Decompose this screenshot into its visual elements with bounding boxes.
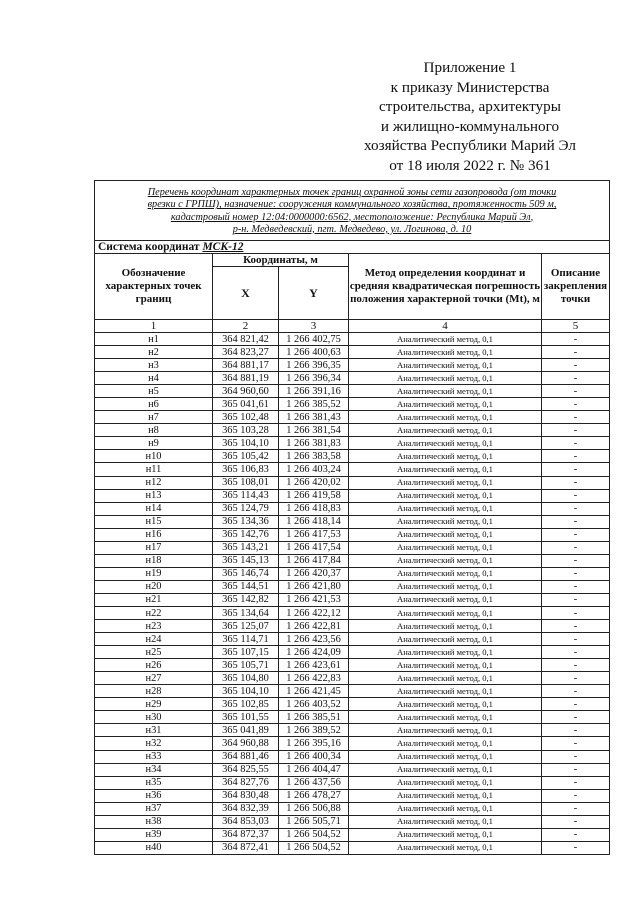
y-cell: 1 266 420,02	[279, 476, 349, 489]
caption-line: кадастровый номер 12:04:0000000:6562, местоположение: Республика Марий Эл,	[170, 211, 534, 223]
x-cell: 364 827,76	[213, 776, 279, 789]
table-row	[95, 633, 610, 646]
point-cell: н19	[95, 567, 213, 580]
header-point: Обозначение характерных точек границ	[95, 254, 213, 320]
table-row	[95, 489, 610, 502]
x-cell: 365 104,10	[213, 437, 279, 450]
appendix-line: строительства, архитектуры	[379, 98, 561, 116]
point-cell: н24	[95, 633, 213, 646]
point-cell: н15	[95, 515, 213, 528]
y-cell: 1 266 437,56	[279, 776, 349, 789]
y-cell: 1 266 422,83	[279, 672, 349, 685]
y-cell: 1 266 504,52	[279, 841, 349, 854]
point-cell: н9	[95, 437, 213, 450]
x-cell: 365 108,01	[213, 476, 279, 489]
x-cell: 365 101,55	[213, 711, 279, 724]
table-row	[95, 411, 610, 424]
y-cell: 1 266 506,88	[279, 802, 349, 815]
table-row	[95, 841, 610, 854]
description-cell: -	[542, 659, 610, 672]
y-cell: 1 266 421,80	[279, 580, 349, 593]
method-cell: Аналитический метод, 0,1	[349, 437, 542, 450]
method-cell: Аналитический метод, 0,1	[349, 789, 542, 802]
method-cell: Аналитический метод, 0,1	[349, 828, 542, 841]
description-cell: -	[542, 489, 610, 502]
description-cell: -	[542, 424, 610, 437]
description-cell: -	[542, 450, 610, 463]
y-cell: 1 266 385,52	[279, 398, 349, 411]
method-cell: Аналитический метод, 0,1	[349, 724, 542, 737]
point-cell: н28	[95, 685, 213, 698]
point-cell: н22	[95, 606, 213, 619]
x-cell: 365 103,28	[213, 424, 279, 437]
method-cell: Аналитический метод, 0,1	[349, 515, 542, 528]
method-cell: Аналитический метод, 0,1	[349, 372, 542, 385]
point-cell: н18	[95, 554, 213, 567]
x-cell: 365 105,42	[213, 450, 279, 463]
point-cell: н3	[95, 359, 213, 372]
table-caption	[95, 181, 610, 241]
point-cell: н27	[95, 672, 213, 685]
coordinate-system-label: Система координат	[98, 241, 200, 253]
description-cell: -	[542, 580, 610, 593]
method-cell: Аналитический метод, 0,1	[349, 567, 542, 580]
description-cell: -	[542, 750, 610, 763]
point-cell: н21	[95, 593, 213, 606]
appendix-line: хозяйства Республики Марий Эл	[364, 137, 576, 155]
table-row	[95, 359, 610, 372]
table-row	[95, 450, 610, 463]
table-row	[95, 567, 610, 580]
y-cell: 1 266 396,35	[279, 359, 349, 372]
x-cell: 365 124,79	[213, 502, 279, 515]
description-cell: -	[542, 333, 610, 346]
description-cell: -	[542, 515, 610, 528]
x-cell: 364 823,27	[213, 346, 279, 359]
description-cell: -	[542, 828, 610, 841]
appendix-line: Приложение 1	[423, 59, 517, 76]
description-cell: -	[542, 646, 610, 659]
table-row	[95, 672, 610, 685]
table-row	[95, 502, 610, 515]
method-cell: Аналитический метод, 0,1	[349, 672, 542, 685]
method-cell: Аналитический метод, 0,1	[349, 476, 542, 489]
description-cell: -	[542, 698, 610, 711]
x-cell: 365 104,10	[213, 685, 279, 698]
description-cell: -	[542, 541, 610, 554]
method-cell: Аналитический метод, 0,1	[349, 541, 542, 554]
method-cell: Аналитический метод, 0,1	[349, 411, 542, 424]
table-row	[95, 711, 610, 724]
y-cell: 1 266 396,34	[279, 372, 349, 385]
description-cell: -	[542, 593, 610, 606]
table-row	[95, 802, 610, 815]
y-cell: 1 266 381,43	[279, 411, 349, 424]
column-number: 4	[349, 320, 542, 333]
y-cell: 1 266 421,45	[279, 685, 349, 698]
x-cell: 364 830,48	[213, 789, 279, 802]
description-cell: -	[542, 502, 610, 515]
caption-line: р-н. Медведевский, пгт. Медведево, ул. Логинова, д. 10	[232, 223, 472, 235]
description-cell: -	[542, 411, 610, 424]
method-cell: Аналитический метод, 0,1	[349, 763, 542, 776]
description-cell: -	[542, 711, 610, 724]
method-cell: Аналитический метод, 0,1	[349, 359, 542, 372]
point-cell: н36	[95, 789, 213, 802]
method-cell: Аналитический метод, 0,1	[349, 463, 542, 476]
method-cell: Аналитический метод, 0,1	[349, 502, 542, 515]
point-cell: н30	[95, 711, 213, 724]
point-cell: н5	[95, 385, 213, 398]
y-cell: 1 266 403,52	[279, 698, 349, 711]
y-cell: 1 266 395,16	[279, 737, 349, 750]
x-cell: 364 960,60	[213, 385, 279, 398]
method-cell: Аналитический метод, 0,1	[349, 633, 542, 646]
x-cell: 365 144,51	[213, 580, 279, 593]
x-cell: 365 104,80	[213, 672, 279, 685]
y-cell: 1 266 419,58	[279, 489, 349, 502]
table-row	[95, 763, 610, 776]
description-cell: -	[542, 802, 610, 815]
caption-line: Перечень координат характерных точек границ охранной зоны сети газопровода (от точки	[147, 187, 557, 199]
description-cell: -	[542, 789, 610, 802]
method-cell: Аналитический метод, 0,1	[349, 685, 542, 698]
x-cell: 365 134,64	[213, 606, 279, 619]
method-cell: Аналитический метод, 0,1	[349, 346, 542, 359]
y-cell: 1 266 400,63	[279, 346, 349, 359]
description-cell: -	[542, 554, 610, 567]
description-cell: -	[542, 385, 610, 398]
point-cell: н12	[95, 476, 213, 489]
appendix-line: и жилищно-коммунального	[380, 117, 560, 135]
table-row	[95, 750, 610, 763]
point-cell: н6	[95, 398, 213, 411]
description-cell: -	[542, 567, 610, 580]
column-number: 1	[95, 320, 213, 333]
y-cell: 1 266 383,58	[279, 450, 349, 463]
method-cell: Аналитический метод, 0,1	[349, 659, 542, 672]
description-cell: -	[542, 672, 610, 685]
method-cell: Аналитический метод, 0,1	[349, 528, 542, 541]
point-cell: н35	[95, 776, 213, 789]
point-cell: н7	[95, 411, 213, 424]
description-cell: -	[542, 633, 610, 646]
table-row	[95, 476, 610, 489]
header-y: Y	[279, 267, 349, 320]
table-row	[95, 515, 610, 528]
table-row	[95, 385, 610, 398]
header-coords: Координаты, м	[213, 254, 349, 267]
x-cell: 365 106,83	[213, 463, 279, 476]
x-cell: 364 832,39	[213, 802, 279, 815]
header-x: X	[213, 267, 279, 320]
x-cell: 365 041,61	[213, 398, 279, 411]
method-cell: Аналитический метод, 0,1	[349, 424, 542, 437]
description-cell: -	[542, 463, 610, 476]
coordinates-table	[94, 180, 610, 855]
point-cell: н32	[95, 737, 213, 750]
y-cell: 1 266 417,53	[279, 528, 349, 541]
y-cell: 1 266 420,37	[279, 567, 349, 580]
y-cell: 1 266 505,71	[279, 815, 349, 828]
x-cell: 365 102,85	[213, 698, 279, 711]
method-cell: Аналитический метод, 0,1	[349, 737, 542, 750]
method-cell: Аналитический метод, 0,1	[349, 398, 542, 411]
description-cell: -	[542, 398, 610, 411]
point-cell: н31	[95, 724, 213, 737]
description-cell: -	[542, 776, 610, 789]
y-cell: 1 266 422,12	[279, 606, 349, 619]
table-row	[95, 437, 610, 450]
description-cell: -	[542, 620, 610, 633]
x-cell: 365 107,15	[213, 646, 279, 659]
table-row	[95, 737, 610, 750]
y-cell: 1 266 417,54	[279, 541, 349, 554]
x-cell: 364 872,37	[213, 828, 279, 841]
table-row	[95, 698, 610, 711]
y-cell: 1 266 422,81	[279, 620, 349, 633]
point-cell: н16	[95, 528, 213, 541]
x-cell: 365 105,71	[213, 659, 279, 672]
y-cell: 1 266 418,83	[279, 502, 349, 515]
column-number: 5	[542, 320, 610, 333]
table-row	[95, 398, 610, 411]
method-cell: Аналитический метод, 0,1	[349, 620, 542, 633]
x-cell: 365 114,71	[213, 633, 279, 646]
table-row	[95, 815, 610, 828]
table-row	[95, 724, 610, 737]
table-row	[95, 372, 610, 385]
table-row	[95, 463, 610, 476]
table-row	[95, 659, 610, 672]
method-cell: Аналитический метод, 0,1	[349, 698, 542, 711]
table-row	[95, 685, 610, 698]
description-cell: -	[542, 815, 610, 828]
point-cell: н29	[95, 698, 213, 711]
x-cell: 364 853,03	[213, 815, 279, 828]
method-cell: Аналитический метод, 0,1	[349, 711, 542, 724]
table-row	[95, 424, 610, 437]
point-cell: н14	[95, 502, 213, 515]
description-cell: -	[542, 528, 610, 541]
description-cell: -	[542, 372, 610, 385]
coordinate-system	[95, 241, 610, 254]
x-cell: 364 881,19	[213, 372, 279, 385]
description-cell: -	[542, 724, 610, 737]
y-cell: 1 266 381,54	[279, 424, 349, 437]
point-cell: н26	[95, 659, 213, 672]
y-cell: 1 266 403,24	[279, 463, 349, 476]
point-cell: н11	[95, 463, 213, 476]
point-cell: н40	[95, 841, 213, 854]
x-cell: 365 114,43	[213, 489, 279, 502]
y-cell: 1 266 504,52	[279, 828, 349, 841]
point-cell: н39	[95, 828, 213, 841]
x-cell: 365 041,89	[213, 724, 279, 737]
table-row	[95, 580, 610, 593]
x-cell: 364 881,46	[213, 750, 279, 763]
y-cell: 1 266 423,61	[279, 659, 349, 672]
method-cell: Аналитический метод, 0,1	[349, 815, 542, 828]
point-cell: н13	[95, 489, 213, 502]
appendix-line: от 18 июля 2022 г. № 361	[389, 156, 551, 174]
x-cell: 364 872,41	[213, 841, 279, 854]
method-cell: Аналитический метод, 0,1	[349, 385, 542, 398]
description-cell: -	[542, 685, 610, 698]
point-cell: н33	[95, 750, 213, 763]
point-cell: н38	[95, 815, 213, 828]
table-row	[95, 620, 610, 633]
method-cell: Аналитический метод, 0,1	[349, 593, 542, 606]
table-row	[95, 789, 610, 802]
y-cell: 1 266 421,53	[279, 593, 349, 606]
y-cell: 1 266 391,16	[279, 385, 349, 398]
point-cell: н4	[95, 372, 213, 385]
table-row	[95, 554, 610, 567]
point-cell: н25	[95, 646, 213, 659]
y-cell: 1 266 424,09	[279, 646, 349, 659]
table-row	[95, 333, 610, 346]
coordinate-system-value: МСК-12	[202, 241, 244, 253]
method-cell: Аналитический метод, 0,1	[349, 450, 542, 463]
header-method: Метод определения координат и средняя квадратическая погрешность положения характерной точки (Mt), м	[349, 254, 542, 320]
y-cell: 1 266 417,84	[279, 554, 349, 567]
y-cell: 1 266 418,14	[279, 515, 349, 528]
point-cell: н23	[95, 620, 213, 633]
x-cell: 365 143,21	[213, 541, 279, 554]
method-cell: Аналитический метод, 0,1	[349, 750, 542, 763]
point-cell: н17	[95, 541, 213, 554]
table-row	[95, 346, 610, 359]
y-cell: 1 266 389,52	[279, 724, 349, 737]
description-cell: -	[542, 437, 610, 450]
y-cell: 1 266 423,56	[279, 633, 349, 646]
table-row	[95, 646, 610, 659]
appendix-header	[330, 58, 610, 176]
point-cell: н34	[95, 763, 213, 776]
method-cell: Аналитический метод, 0,1	[349, 333, 542, 346]
point-cell: н37	[95, 802, 213, 815]
table-row	[95, 828, 610, 841]
description-cell: -	[542, 606, 610, 619]
table-row	[95, 528, 610, 541]
description-cell: -	[542, 763, 610, 776]
method-cell: Аналитический метод, 0,1	[349, 489, 542, 502]
x-cell: 365 142,76	[213, 528, 279, 541]
y-cell: 1 266 381,83	[279, 437, 349, 450]
y-cell: 1 266 385,51	[279, 711, 349, 724]
header-description: Описание закрепления точки	[542, 254, 610, 320]
description-cell: -	[542, 359, 610, 372]
method-cell: Аналитический метод, 0,1	[349, 554, 542, 567]
x-cell: 365 102,48	[213, 411, 279, 424]
description-cell: -	[542, 737, 610, 750]
description-cell: -	[542, 476, 610, 489]
y-cell: 1 266 404,47	[279, 763, 349, 776]
x-cell: 365 145,13	[213, 554, 279, 567]
point-cell: н8	[95, 424, 213, 437]
table-row	[95, 776, 610, 789]
method-cell: Аналитический метод, 0,1	[349, 646, 542, 659]
x-cell: 365 142,82	[213, 593, 279, 606]
method-cell: Аналитический метод, 0,1	[349, 841, 542, 854]
x-cell: 364 821,42	[213, 333, 279, 346]
x-cell: 364 825,55	[213, 763, 279, 776]
x-cell: 365 134,36	[213, 515, 279, 528]
description-cell: -	[542, 346, 610, 359]
column-number: 3	[279, 320, 349, 333]
y-cell: 1 266 478,27	[279, 789, 349, 802]
point-cell: н2	[95, 346, 213, 359]
y-cell: 1 266 402,75	[279, 333, 349, 346]
point-cell: н1	[95, 333, 213, 346]
x-cell: 365 146,74	[213, 567, 279, 580]
description-cell: -	[542, 841, 610, 854]
method-cell: Аналитический метод, 0,1	[349, 776, 542, 789]
x-cell: 364 960,88	[213, 737, 279, 750]
point-cell: н10	[95, 450, 213, 463]
x-cell: 365 125,07	[213, 620, 279, 633]
column-number: 2	[213, 320, 279, 333]
x-cell: 364 881,17	[213, 359, 279, 372]
caption-line: врезки с ГРПШ), назначение: сооружения коммунального хозяйства, протяженность 509 м,	[147, 199, 557, 211]
point-cell: н20	[95, 580, 213, 593]
method-cell: Аналитический метод, 0,1	[349, 802, 542, 815]
table-row	[95, 606, 610, 619]
appendix-line: к приказу Министерства	[390, 78, 550, 96]
method-cell: Аналитический метод, 0,1	[349, 580, 542, 593]
table-row	[95, 593, 610, 606]
method-cell: Аналитический метод, 0,1	[349, 606, 542, 619]
table-row	[95, 541, 610, 554]
y-cell: 1 266 400,34	[279, 750, 349, 763]
